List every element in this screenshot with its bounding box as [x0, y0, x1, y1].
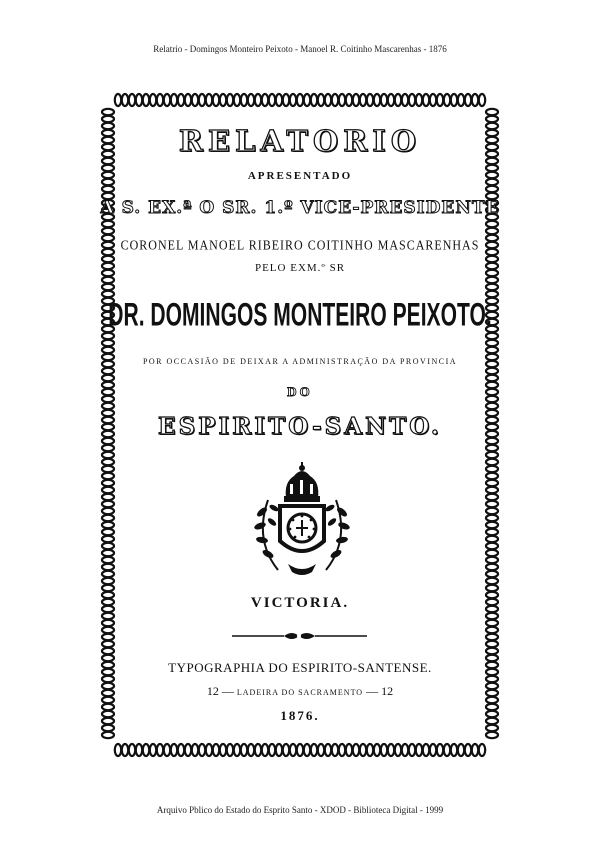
border-link [248, 744, 254, 756]
border-link [102, 557, 114, 563]
border-link [129, 94, 135, 106]
border-link [102, 578, 114, 584]
province-name: ESPIRITO-SANTO. [158, 413, 442, 440]
border-link [102, 613, 114, 619]
border-link [220, 744, 226, 756]
occasion-line: POR OCCASIÃO DE DEIXAR A ADMINISTRAÇÃO DA PROVINCIA [142, 357, 458, 366]
border-link [255, 94, 261, 106]
border-link [102, 277, 114, 283]
border-link [102, 445, 114, 451]
border-link [102, 515, 114, 521]
border-link [102, 627, 114, 633]
border-link [102, 585, 114, 591]
border-link [122, 744, 128, 756]
border-link [339, 744, 345, 756]
border-link [430, 744, 436, 756]
border-link [395, 744, 401, 756]
border-link [325, 94, 331, 106]
border-link [241, 94, 247, 106]
border-link [486, 368, 498, 374]
do-line: DO [287, 384, 313, 399]
border-link [437, 744, 443, 756]
border-link [479, 94, 485, 106]
border-link [241, 744, 247, 756]
border-link [283, 744, 289, 756]
border-link [486, 158, 498, 164]
border-link [255, 744, 261, 756]
border-link [409, 744, 415, 756]
border-link [381, 94, 387, 106]
border-link [458, 744, 464, 756]
border-link [178, 94, 184, 106]
border-link [115, 94, 121, 106]
border-link [486, 571, 498, 577]
border-link [486, 277, 498, 283]
border-link [290, 744, 296, 756]
border-link [388, 94, 394, 106]
border-link [102, 347, 114, 353]
border-link [486, 550, 498, 556]
border-link [206, 94, 212, 106]
document-title: RELATORIO [178, 124, 422, 158]
border-link [192, 94, 198, 106]
border-link [276, 94, 282, 106]
border-link [102, 571, 114, 577]
border-link [283, 94, 289, 106]
border-link [486, 725, 498, 731]
border-link [486, 578, 498, 584]
border-link [102, 620, 114, 626]
border-link [185, 744, 191, 756]
border-link [465, 744, 471, 756]
border-link [102, 116, 114, 122]
border-link [102, 459, 114, 465]
border-link [381, 744, 387, 756]
border-link [102, 648, 114, 654]
border-link [486, 109, 498, 115]
border-link [402, 94, 408, 106]
border-link [102, 732, 114, 738]
recipient-line: A S. EX.ª O SR. 1.º VICE-PRESIDENTE [100, 198, 500, 218]
border-link [102, 452, 114, 458]
border-link [486, 480, 498, 486]
border-link [423, 94, 429, 106]
border-link [465, 94, 471, 106]
border-link [486, 564, 498, 570]
border-link [318, 94, 324, 106]
border-link [486, 648, 498, 654]
border-link [444, 744, 450, 756]
border-link [304, 744, 310, 756]
border-link [102, 494, 114, 500]
border-link [353, 744, 359, 756]
border-link [486, 473, 498, 479]
border-link [102, 634, 114, 640]
border-link [102, 368, 114, 374]
border-link [311, 744, 317, 756]
border-link [262, 744, 268, 756]
border-link [346, 744, 352, 756]
border-link [192, 744, 198, 756]
border-link [486, 186, 498, 192]
footer-note: Arquivo Pblico do Estado do Esprito Santo - XDOD - Biblioteca Digital - 1999 [156, 805, 444, 815]
border-link [472, 94, 478, 106]
border-link [102, 550, 114, 556]
border-link [486, 543, 498, 549]
border-link [367, 744, 373, 756]
border-link [248, 94, 254, 106]
border-link [304, 94, 310, 106]
ornamental-divider [232, 629, 367, 643]
border-link [171, 94, 177, 106]
address-street: LADEIRA DO SACRAMENTO [236, 688, 364, 697]
border-link [102, 375, 114, 381]
border-link [318, 744, 324, 756]
border-link [164, 744, 170, 756]
border-link [486, 522, 498, 528]
border-link [199, 744, 205, 756]
border-link [353, 94, 359, 106]
border-link [486, 452, 498, 458]
border-link [220, 94, 226, 106]
border-link [102, 676, 114, 682]
border-link [297, 744, 303, 756]
border-link [102, 158, 114, 164]
border-link [213, 744, 219, 756]
border-link [486, 585, 498, 591]
border-link [129, 744, 135, 756]
border-link [234, 744, 240, 756]
border-link [486, 347, 498, 353]
border-link [388, 744, 394, 756]
border-link [150, 744, 156, 756]
border-link [290, 94, 296, 106]
border-link [486, 732, 498, 738]
publication-year: 1876. [280, 708, 320, 723]
border-link [486, 515, 498, 521]
border-link [115, 744, 121, 756]
border-link [102, 487, 114, 493]
border-link [102, 536, 114, 542]
border-link [102, 480, 114, 486]
border-link [102, 466, 114, 472]
border-link [486, 221, 498, 227]
border-link [102, 529, 114, 535]
border-link [276, 744, 282, 756]
border-link [102, 186, 114, 192]
border-link [143, 94, 149, 106]
border-link [157, 744, 163, 756]
border-link [136, 94, 142, 106]
border-link [486, 466, 498, 472]
border-link [136, 744, 142, 756]
border-link [102, 284, 114, 290]
border-link [472, 744, 478, 756]
border-link [360, 744, 366, 756]
border-link [102, 340, 114, 346]
border-link [297, 94, 303, 106]
place-name: VICTORIA. [250, 595, 350, 611]
border-link [367, 94, 373, 106]
border-link [102, 564, 114, 570]
border-link [486, 508, 498, 514]
border-link [102, 543, 114, 549]
border-link [444, 94, 450, 106]
border-link [486, 676, 498, 682]
border-link [423, 744, 429, 756]
border-link [486, 613, 498, 619]
border-link [325, 744, 331, 756]
address-number-left: 12 — [206, 684, 234, 698]
border-link [395, 94, 401, 106]
border-link [102, 109, 114, 115]
recipient-name: CORONEL MANOEL RIBEIRO COITINHO MASCARENHAS [120, 236, 480, 253]
border-link [332, 94, 338, 106]
border-link [102, 403, 114, 409]
apresentado-label: APRESENTADO [247, 170, 353, 182]
border-link [486, 284, 498, 290]
border-link [486, 445, 498, 451]
address-number-right: — 12 [366, 684, 394, 698]
border-link [486, 529, 498, 535]
border-link [269, 744, 275, 756]
border-link [486, 375, 498, 381]
border-link [346, 94, 352, 106]
border-link [262, 94, 268, 106]
border-link [486, 494, 498, 500]
border-link [199, 94, 205, 106]
printer-name: TYPOGRAPHIA DO ESPIRITO-SANTENSE. [168, 660, 432, 675]
printer-address [0, 684, 600, 699]
pelo-line: PELO EXM.º SR [254, 262, 346, 274]
border-link [227, 94, 233, 106]
border-link [430, 94, 436, 106]
border-link [486, 634, 498, 640]
border-link [486, 627, 498, 633]
border-link [486, 536, 498, 542]
border-link [102, 522, 114, 528]
border-link [409, 94, 415, 106]
border-link [416, 744, 422, 756]
border-link [206, 744, 212, 756]
border-link [451, 94, 457, 106]
border-link [486, 228, 498, 234]
border-link [458, 94, 464, 106]
header-note: Relatrio - Domingos Monteiro Peixoto - Manoel R. Coitinho Mascarenhas - 1876 [153, 44, 447, 54]
border-link [185, 94, 191, 106]
border-link [102, 501, 114, 507]
border-link [486, 487, 498, 493]
border-link [102, 725, 114, 731]
border-link [171, 744, 177, 756]
border-link [332, 744, 338, 756]
border-link [416, 94, 422, 106]
author-name: DR. DOMINGOS MONTEIRO PEIXOTO. [108, 296, 492, 333]
border-link [150, 94, 156, 106]
border-link [164, 94, 170, 106]
border-link [486, 116, 498, 122]
border-link [479, 744, 485, 756]
border-link [486, 340, 498, 346]
border-link [157, 94, 163, 106]
border-link [213, 94, 219, 106]
border-link [339, 94, 345, 106]
border-link [122, 94, 128, 106]
border-link [178, 744, 184, 756]
border-link [143, 744, 149, 756]
border-link [102, 473, 114, 479]
border-link [102, 641, 114, 647]
border-link [374, 94, 380, 106]
border-link [374, 744, 380, 756]
border-link [102, 221, 114, 227]
border-link [227, 744, 233, 756]
border-link [486, 459, 498, 465]
border-link [234, 94, 240, 106]
border-link [486, 403, 498, 409]
imperial-coat-of-arms-icon [248, 460, 356, 580]
border-link [451, 744, 457, 756]
border-link [437, 94, 443, 106]
border-link [486, 620, 498, 626]
border-link [486, 641, 498, 647]
border-link [360, 94, 366, 106]
border-link [311, 94, 317, 106]
border-link [486, 557, 498, 563]
border-link [402, 744, 408, 756]
border-link [269, 94, 275, 106]
border-link [102, 228, 114, 234]
border-link [486, 501, 498, 507]
border-link [102, 508, 114, 514]
